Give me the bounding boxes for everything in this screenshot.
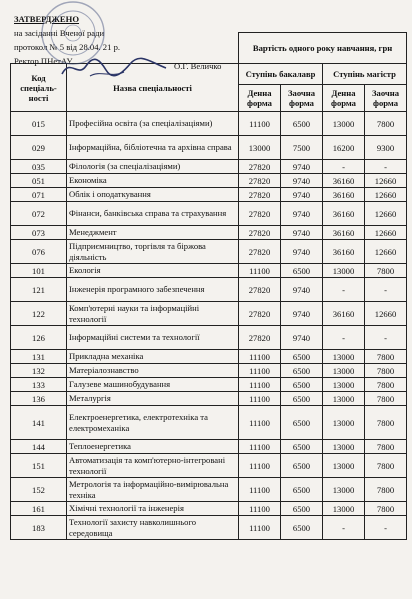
bachelor-day-cost: 27820 [239,202,281,226]
specialty-code: 035 [11,160,67,174]
bachelor-day-cost: 11100 [239,392,281,406]
bachelor-extramural-cost: 9740 [281,202,323,226]
table-row [11,226,407,240]
bachelor-extramural-cost: 6500 [281,406,323,440]
master-extramural-cost: - [365,278,407,302]
bachelor-day-cost: 27820 [239,188,281,202]
table-row [11,478,407,502]
master-extramural-cost: 7800 [365,478,407,502]
specialty-code: 029 [11,136,67,160]
protocol-suffix: р. [113,42,121,52]
master-extramural-cost: - [365,326,407,350]
master-extramural-cost: 7800 [365,502,407,516]
bachelor-extramural-cost: 9740 [281,326,323,350]
table-row [11,112,407,136]
column-header-name: Назва спеціальності [67,64,239,112]
bachelor-extramural-cost: 6500 [281,350,323,364]
table-row [11,406,407,440]
master-extramural-cost: 7800 [365,406,407,440]
bachelor-day-cost: 11100 [239,516,281,540]
master-day-cost: 16200 [323,136,365,160]
master-extramural-cost: 12660 [365,226,407,240]
specialty-name: Хімічні технології та інженерія [67,502,239,516]
specialty-name: Інформаційні системи та технології [67,326,239,350]
table-row [11,516,407,540]
master-extramural-cost: 7800 [365,264,407,278]
master-extramural-cost: 7800 [365,378,407,392]
specialty-code: 101 [11,264,67,278]
bachelor-day-cost: 27820 [239,302,281,326]
tuition-cost-table [10,32,407,540]
table-row [11,160,407,174]
master-extramural-cost: 12660 [365,302,407,326]
specialty-name: Професійна освіта (за спеціалізаціями) [67,112,239,136]
level-header-master: Ступінь магістр [323,64,407,85]
specialty-name: Метрологія та інформаційно-вимірювальна техніка [67,478,239,502]
bachelor-day-cost: 11100 [239,112,281,136]
master-day-cost: 13000 [323,112,365,136]
master-extramural-cost: 7800 [365,350,407,364]
table-row [11,240,407,264]
rector-signature-line [14,54,236,69]
master-day-cost: - [323,516,365,540]
protocol-number: 5 [59,42,65,52]
specialty-name: Галузеве машинобудування [67,378,239,392]
bachelor-extramural-cost: 9740 [281,160,323,174]
rector-name: О.Г. Величко [174,61,222,71]
specialty-code: 072 [11,202,67,226]
master-day-cost: - [323,160,365,174]
specialty-code: 131 [11,350,67,364]
specialty-code: 136 [11,392,67,406]
form-header-bachelor-extramural: Заочна форма [281,85,323,112]
master-day-cost: 36160 [323,188,365,202]
master-day-cost: 13000 [323,378,365,392]
master-extramural-cost: 12660 [365,174,407,188]
specialty-name: Теплоенергетика [67,440,239,454]
specialty-code: 076 [11,240,67,264]
bachelor-day-cost: 11100 [239,478,281,502]
master-day-cost: 13000 [323,406,365,440]
specialty-name: Технології захисту навколишнього середовища [67,516,239,540]
master-day-cost: 36160 [323,202,365,226]
master-day-cost: 13000 [323,350,365,364]
master-day-cost: 13000 [323,264,365,278]
master-day-cost: 36160 [323,174,365,188]
bachelor-extramural-cost: 9740 [281,226,323,240]
specialty-name: Електроенергетика, електротехніка та електромеханіка [67,406,239,440]
specialty-code: 051 [11,174,67,188]
table-row [11,364,407,378]
bachelor-extramural-cost: 6500 [281,440,323,454]
specialty-name: Фінанси, банківська справа та страхування [67,202,239,226]
bachelor-day-cost: 27820 [239,326,281,350]
column-header-code: Код спеціаль-ності [11,64,67,112]
specialty-name: Інформаційна, бібліотечна та архівна справа [67,136,239,160]
table-row [11,326,407,350]
table-row [11,302,407,326]
form-header-bachelor-day: Денна форма [239,85,281,112]
table-row [11,502,407,516]
level-header-bachelor: Ступінь бакалавр [239,64,323,85]
master-extramural-cost: 7800 [365,112,407,136]
bachelor-extramural-cost: 6500 [281,516,323,540]
bachelor-day-cost: 11100 [239,364,281,378]
master-day-cost: 13000 [323,502,365,516]
form-header-master-extramural: Заочна форма [365,85,407,112]
specialty-name: Автоматизація та комп'ютерно-інтегровані технології [67,454,239,478]
bachelor-extramural-cost: 7500 [281,136,323,160]
specialty-code: 126 [11,326,67,350]
bachelor-extramural-cost: 6500 [281,392,323,406]
master-day-cost: 36160 [323,226,365,240]
specialty-code: 133 [11,378,67,392]
bachelor-extramural-cost: 6500 [281,378,323,392]
master-extramural-cost: 7800 [365,392,407,406]
rector-label: Ректор ПНетАУ [14,56,73,66]
specialty-name: Інженерія програмного забезпечення [67,278,239,302]
master-extramural-cost: - [365,160,407,174]
specialty-name: Металургія [67,392,239,406]
master-day-cost: - [323,278,365,302]
table-body [11,112,407,540]
bachelor-extramural-cost: 9740 [281,240,323,264]
table-row [11,188,407,202]
specialty-code: 073 [11,226,67,240]
master-day-cost: - [323,326,365,350]
master-day-cost: 13000 [323,392,365,406]
bachelor-extramural-cost: 9740 [281,188,323,202]
table-row [11,264,407,278]
specialty-code: 122 [11,302,67,326]
bachelor-day-cost: 27820 [239,226,281,240]
bachelor-day-cost: 13000 [239,136,281,160]
specialty-name: Менеджмент [67,226,239,240]
specialty-name: Економіка [67,174,239,188]
bachelor-day-cost: 11100 [239,454,281,478]
master-day-cost: 13000 [323,478,365,502]
specialty-code: 161 [11,502,67,516]
bachelor-extramural-cost: 6500 [281,264,323,278]
bachelor-extramural-cost: 6500 [281,454,323,478]
approval-protocol-line [14,40,236,54]
specialty-code: 141 [11,406,67,440]
tuition-table-container [10,32,406,540]
bachelor-day-cost: 11100 [239,264,281,278]
table-row [11,454,407,478]
master-extramural-cost: 7800 [365,454,407,478]
specialty-name: Комп'ютерні науки та інформаційні технології [67,302,239,326]
bachelor-day-cost: 11100 [239,378,281,392]
specialty-name: Прикладна механіка [67,350,239,364]
bachelor-extramural-cost: 6500 [281,502,323,516]
form-header-master-day: Денна форма [323,85,365,112]
bachelor-extramural-cost: 6500 [281,364,323,378]
bachelor-day-cost: 11100 [239,440,281,454]
specialty-code: 151 [11,454,67,478]
specialty-code: 071 [11,188,67,202]
approval-title: ЗАТВЕРДЖЕНО [14,14,80,24]
bachelor-extramural-cost: 6500 [281,478,323,502]
specialty-code: 144 [11,440,67,454]
bachelor-day-cost: 11100 [239,406,281,440]
bachelor-day-cost: 11100 [239,350,281,364]
bachelor-day-cost: 27820 [239,278,281,302]
master-extramural-cost: 9300 [365,136,407,160]
protocol-from: від [66,42,78,52]
master-extramural-cost: 12660 [365,202,407,226]
approval-council-line: на засіданні Вченої ради [14,28,105,38]
specialty-name: Підприємництво, торгівля та біржова діяльність [67,240,239,264]
specialty-code: 121 [11,278,67,302]
master-day-cost: 13000 [323,364,365,378]
specialty-code: 015 [11,112,67,136]
bachelor-extramural-cost: 6500 [281,112,323,136]
specialty-name: Матеріалознавство [67,364,239,378]
master-day-cost: 36160 [323,240,365,264]
protocol-prefix: протокол № [14,42,58,52]
bachelor-day-cost: 11100 [239,502,281,516]
cost-header: Вартість одного року навчання, грн [239,33,407,64]
master-extramural-cost: - [365,516,407,540]
bachelor-day-cost: 27820 [239,174,281,188]
specialty-code: 152 [11,478,67,502]
specialty-code: 183 [11,516,67,540]
master-day-cost: 13000 [323,454,365,478]
master-extramural-cost: 12660 [365,240,407,264]
specialty-code: 132 [11,364,67,378]
bachelor-day-cost: 27820 [239,240,281,264]
master-day-cost: 36160 [323,302,365,326]
master-day-cost: 13000 [323,440,365,454]
table-row [11,174,407,188]
bachelor-day-cost: 27820 [239,160,281,174]
approval-block [14,12,236,69]
table-row [11,136,407,160]
specialty-name: Філологія (за спеціалізаціями) [67,160,239,174]
protocol-date: 28.04. 21 [79,42,112,52]
table-row [11,440,407,454]
bachelor-extramural-cost: 9740 [281,174,323,188]
master-extramural-cost: 7800 [365,440,407,454]
bachelor-extramural-cost: 9740 [281,302,323,326]
table-row [11,350,407,364]
specialty-name: Екологія [67,264,239,278]
table-row [11,202,407,226]
table-row [11,278,407,302]
table-row [11,392,407,406]
master-extramural-cost: 12660 [365,188,407,202]
master-extramural-cost: 7800 [365,364,407,378]
specialty-name: Облік і оподаткування [67,188,239,202]
bachelor-extramural-cost: 9740 [281,278,323,302]
table-row [11,378,407,392]
